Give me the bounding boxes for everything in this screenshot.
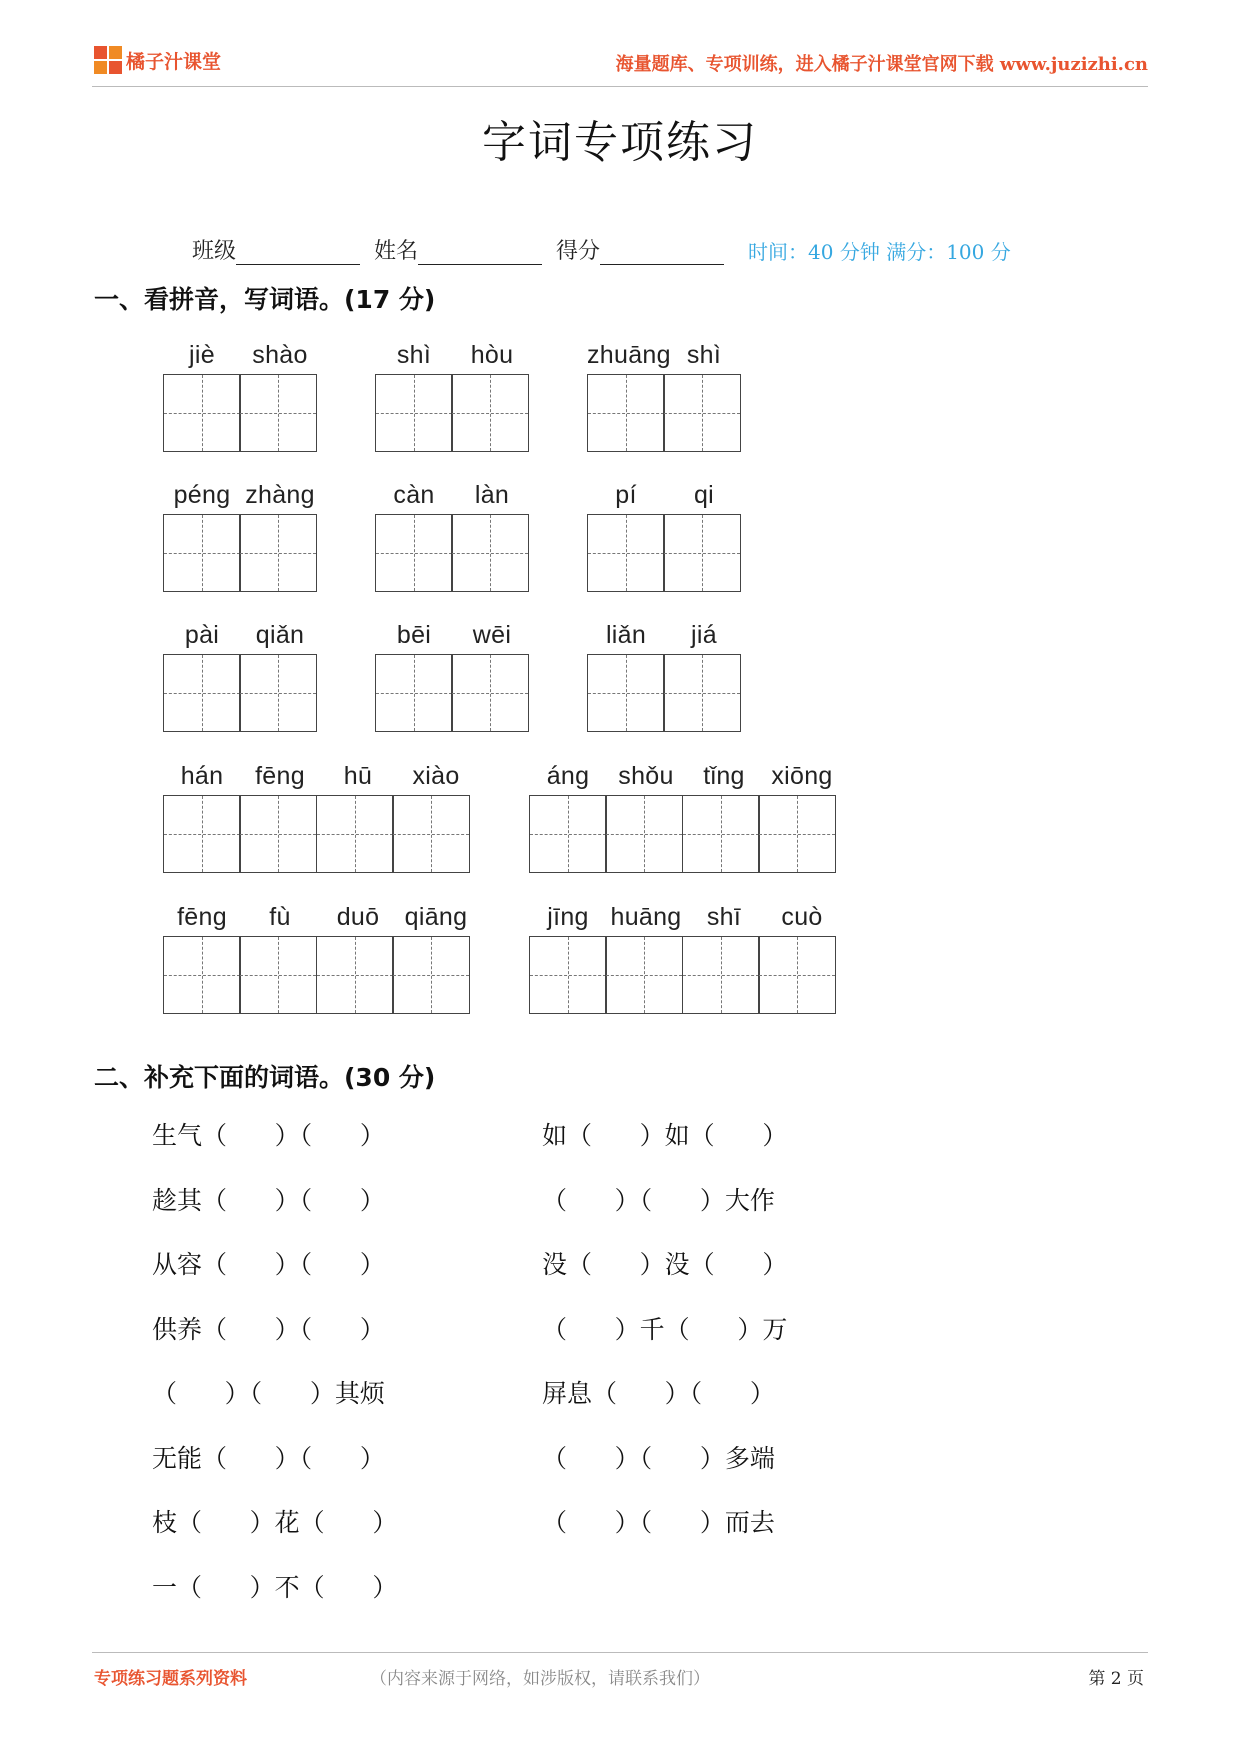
pinyin-syllable: shào xyxy=(252,341,308,369)
fill-in-item: 屏息（ ）（ ） xyxy=(542,1379,775,1408)
pinyin-row xyxy=(163,896,475,936)
pinyin-row xyxy=(163,614,319,654)
writing-box[interactable] xyxy=(605,795,683,873)
pinyin-syllable: hán xyxy=(180,762,224,790)
pinyin-group xyxy=(587,614,743,732)
pinyin-syllable: hū xyxy=(343,762,373,790)
pinyin-syllable: xiōng xyxy=(771,762,833,790)
fill-in-item: 枝（ ）花（ ） xyxy=(152,1508,398,1537)
writing-box[interactable] xyxy=(392,936,470,1014)
writing-box[interactable] xyxy=(682,936,760,1014)
score-label: 得分 xyxy=(556,239,601,264)
pinyin-group xyxy=(163,474,319,592)
fill-in-item: （ ）（ ）而去 xyxy=(542,1508,775,1537)
pinyin-syllable: làn xyxy=(474,481,510,509)
pinyin-syllable: wēi xyxy=(472,621,512,649)
pinyin-syllable: jiè xyxy=(189,341,215,369)
page-number: 第 2 页 xyxy=(1088,1669,1144,1689)
pinyin-row xyxy=(163,755,475,795)
pinyin-row xyxy=(375,334,531,374)
student-info xyxy=(192,234,1011,265)
pinyin-syllable: cuò xyxy=(781,903,823,931)
pinyin-syllable: fù xyxy=(269,903,291,931)
pinyin-syllable: jīng xyxy=(547,903,589,931)
pinyin-row xyxy=(163,474,319,514)
writing-box[interactable] xyxy=(587,374,665,452)
pinyin-syllable: qi xyxy=(693,481,715,509)
pinyin-syllable: shī xyxy=(706,903,742,931)
header-divider xyxy=(92,86,1148,87)
writing-box[interactable] xyxy=(663,374,741,452)
writing-boxes xyxy=(587,374,743,452)
pinyin-syllable: liǎn xyxy=(605,621,647,649)
pinyin-syllable: shì xyxy=(396,341,432,369)
writing-box[interactable] xyxy=(163,795,241,873)
pinyin-group xyxy=(163,334,319,452)
writing-boxes xyxy=(375,654,531,732)
writing-box[interactable] xyxy=(163,514,241,592)
pinyin-syllable: pài xyxy=(184,621,220,649)
writing-box[interactable] xyxy=(239,654,317,732)
pinyin-syllable: zhuāng xyxy=(587,341,671,369)
writing-boxes xyxy=(529,795,841,873)
writing-box[interactable] xyxy=(316,936,394,1014)
pinyin-syllable: shǒu xyxy=(618,762,674,790)
pinyin-row xyxy=(587,474,743,514)
time-info: 时间：40 分钟 满分：100 分 xyxy=(748,240,1011,264)
writing-boxes xyxy=(375,374,531,452)
writing-box[interactable] xyxy=(375,514,453,592)
pinyin-syllable: péng xyxy=(173,481,231,509)
footer-notice: （内容来源于网络，如涉版权，请联系我们） xyxy=(370,1669,710,1689)
pinyin-group xyxy=(587,334,743,452)
section2-heading: 二、补充下面的词语。(30 分) xyxy=(94,1063,436,1092)
pinyin-group xyxy=(529,896,841,1014)
class-blank xyxy=(236,239,360,265)
writing-box[interactable] xyxy=(163,374,241,452)
pinyin-syllable: bēi xyxy=(396,621,432,649)
fill-in-item: （ ）千（ ）万 xyxy=(542,1314,788,1344)
writing-box[interactable] xyxy=(375,654,453,732)
writing-box[interactable] xyxy=(239,374,317,452)
fill-in-item: 生气（ ）（ ） xyxy=(152,1121,385,1150)
fill-in-item: 一（ ）不（ ） xyxy=(152,1572,398,1602)
pinyin-row xyxy=(163,334,319,374)
writing-box[interactable] xyxy=(239,514,317,592)
writing-box[interactable] xyxy=(239,936,317,1014)
pinyin-group xyxy=(163,896,475,1014)
writing-box[interactable] xyxy=(163,936,241,1014)
writing-boxes xyxy=(375,514,531,592)
pinyin-row xyxy=(529,755,841,795)
pinyin-syllable: qiǎn xyxy=(255,621,305,649)
writing-box[interactable] xyxy=(316,795,394,873)
writing-box[interactable] xyxy=(587,654,665,732)
pinyin-group xyxy=(163,614,319,732)
fill-in-item: 如（ ）如（ ） xyxy=(542,1121,788,1150)
pinyin-syllable: fēng xyxy=(255,762,305,790)
pinyin-syllable: shì xyxy=(686,341,722,369)
logo-icon xyxy=(94,46,122,74)
writing-boxes xyxy=(163,936,475,1014)
pinyin-syllable: áng xyxy=(546,762,590,790)
logo xyxy=(94,44,221,76)
page-title: 字词专项练习 xyxy=(482,117,758,168)
writing-box[interactable] xyxy=(451,374,529,452)
pinyin-group xyxy=(529,755,841,873)
pinyin-syllable: duō xyxy=(336,903,380,931)
class-label: 班级 xyxy=(192,239,237,264)
header-slogan: 海量题库、专项训练，进入橘子汁课堂官网下载 www.juzizhi.cn xyxy=(615,54,1148,75)
fill-in-item: 没（ ）没（ ） xyxy=(542,1250,788,1279)
pinyin-group xyxy=(375,334,531,452)
writing-boxes xyxy=(587,514,743,592)
logo-text: 橘子汁课堂 xyxy=(126,50,222,73)
writing-boxes xyxy=(163,374,319,452)
name-blank xyxy=(418,239,542,265)
pinyin-group xyxy=(375,474,531,592)
footer-series: 专项练习题系列资料 xyxy=(94,1669,247,1689)
fill-in-item: 趁其（ ）（ ） xyxy=(152,1185,385,1215)
pinyin-row xyxy=(375,614,531,654)
pinyin-row xyxy=(587,334,743,374)
pinyin-syllable: qiāng xyxy=(404,903,468,931)
pinyin-row xyxy=(529,896,841,936)
pinyin-group xyxy=(375,614,531,732)
pinyin-row xyxy=(375,474,531,514)
writing-box[interactable] xyxy=(758,936,836,1014)
writing-box[interactable] xyxy=(529,795,607,873)
writing-box[interactable] xyxy=(163,654,241,732)
writing-boxes xyxy=(529,936,841,1014)
pinyin-syllable: tǐng xyxy=(703,762,745,790)
writing-boxes xyxy=(163,654,319,732)
writing-box[interactable] xyxy=(392,795,470,873)
writing-box[interactable] xyxy=(663,654,741,732)
fill-in-item: （ ）（ ）多端 xyxy=(542,1443,775,1473)
fill-in-item: （ ）（ ）大作 xyxy=(542,1185,775,1215)
name-label: 姓名 xyxy=(374,239,419,264)
writing-box[interactable] xyxy=(605,936,683,1014)
score-blank xyxy=(600,239,724,265)
fill-in-item: （ ）（ ）其烦 xyxy=(152,1379,385,1408)
writing-box[interactable] xyxy=(529,936,607,1014)
pinyin-group xyxy=(587,474,743,592)
writing-box[interactable] xyxy=(587,514,665,592)
writing-box[interactable] xyxy=(375,374,453,452)
writing-boxes xyxy=(163,514,319,592)
pinyin-syllable: xiào xyxy=(412,762,460,790)
fill-in-item: 从容（ ）（ ） xyxy=(152,1250,385,1279)
section1-heading: 一、看拼音，写词语。(17 分) xyxy=(94,285,436,314)
writing-boxes xyxy=(163,795,475,873)
writing-boxes xyxy=(587,654,743,732)
pinyin-syllable: fēng xyxy=(177,903,227,931)
writing-box[interactable] xyxy=(663,514,741,592)
writing-box[interactable] xyxy=(451,514,529,592)
fill-in-item: 无能（ ）（ ） xyxy=(152,1443,385,1473)
pinyin-syllable: huāng xyxy=(610,903,682,931)
fill-in-item: 供养（ ）（ ） xyxy=(152,1314,385,1344)
writing-box[interactable] xyxy=(758,795,836,873)
pinyin-syllable: hòu xyxy=(470,341,514,369)
pinyin-group xyxy=(163,755,475,873)
pinyin-syllable: càn xyxy=(393,481,435,509)
writing-box[interactable] xyxy=(451,654,529,732)
writing-box[interactable] xyxy=(682,795,760,873)
pinyin-syllable: zhàng xyxy=(245,481,315,509)
pinyin-syllable: pí xyxy=(615,481,637,509)
footer-divider xyxy=(92,1652,1148,1653)
pinyin-row xyxy=(587,614,743,654)
pinyin-syllable: jiá xyxy=(691,621,717,649)
writing-box[interactable] xyxy=(239,795,317,873)
